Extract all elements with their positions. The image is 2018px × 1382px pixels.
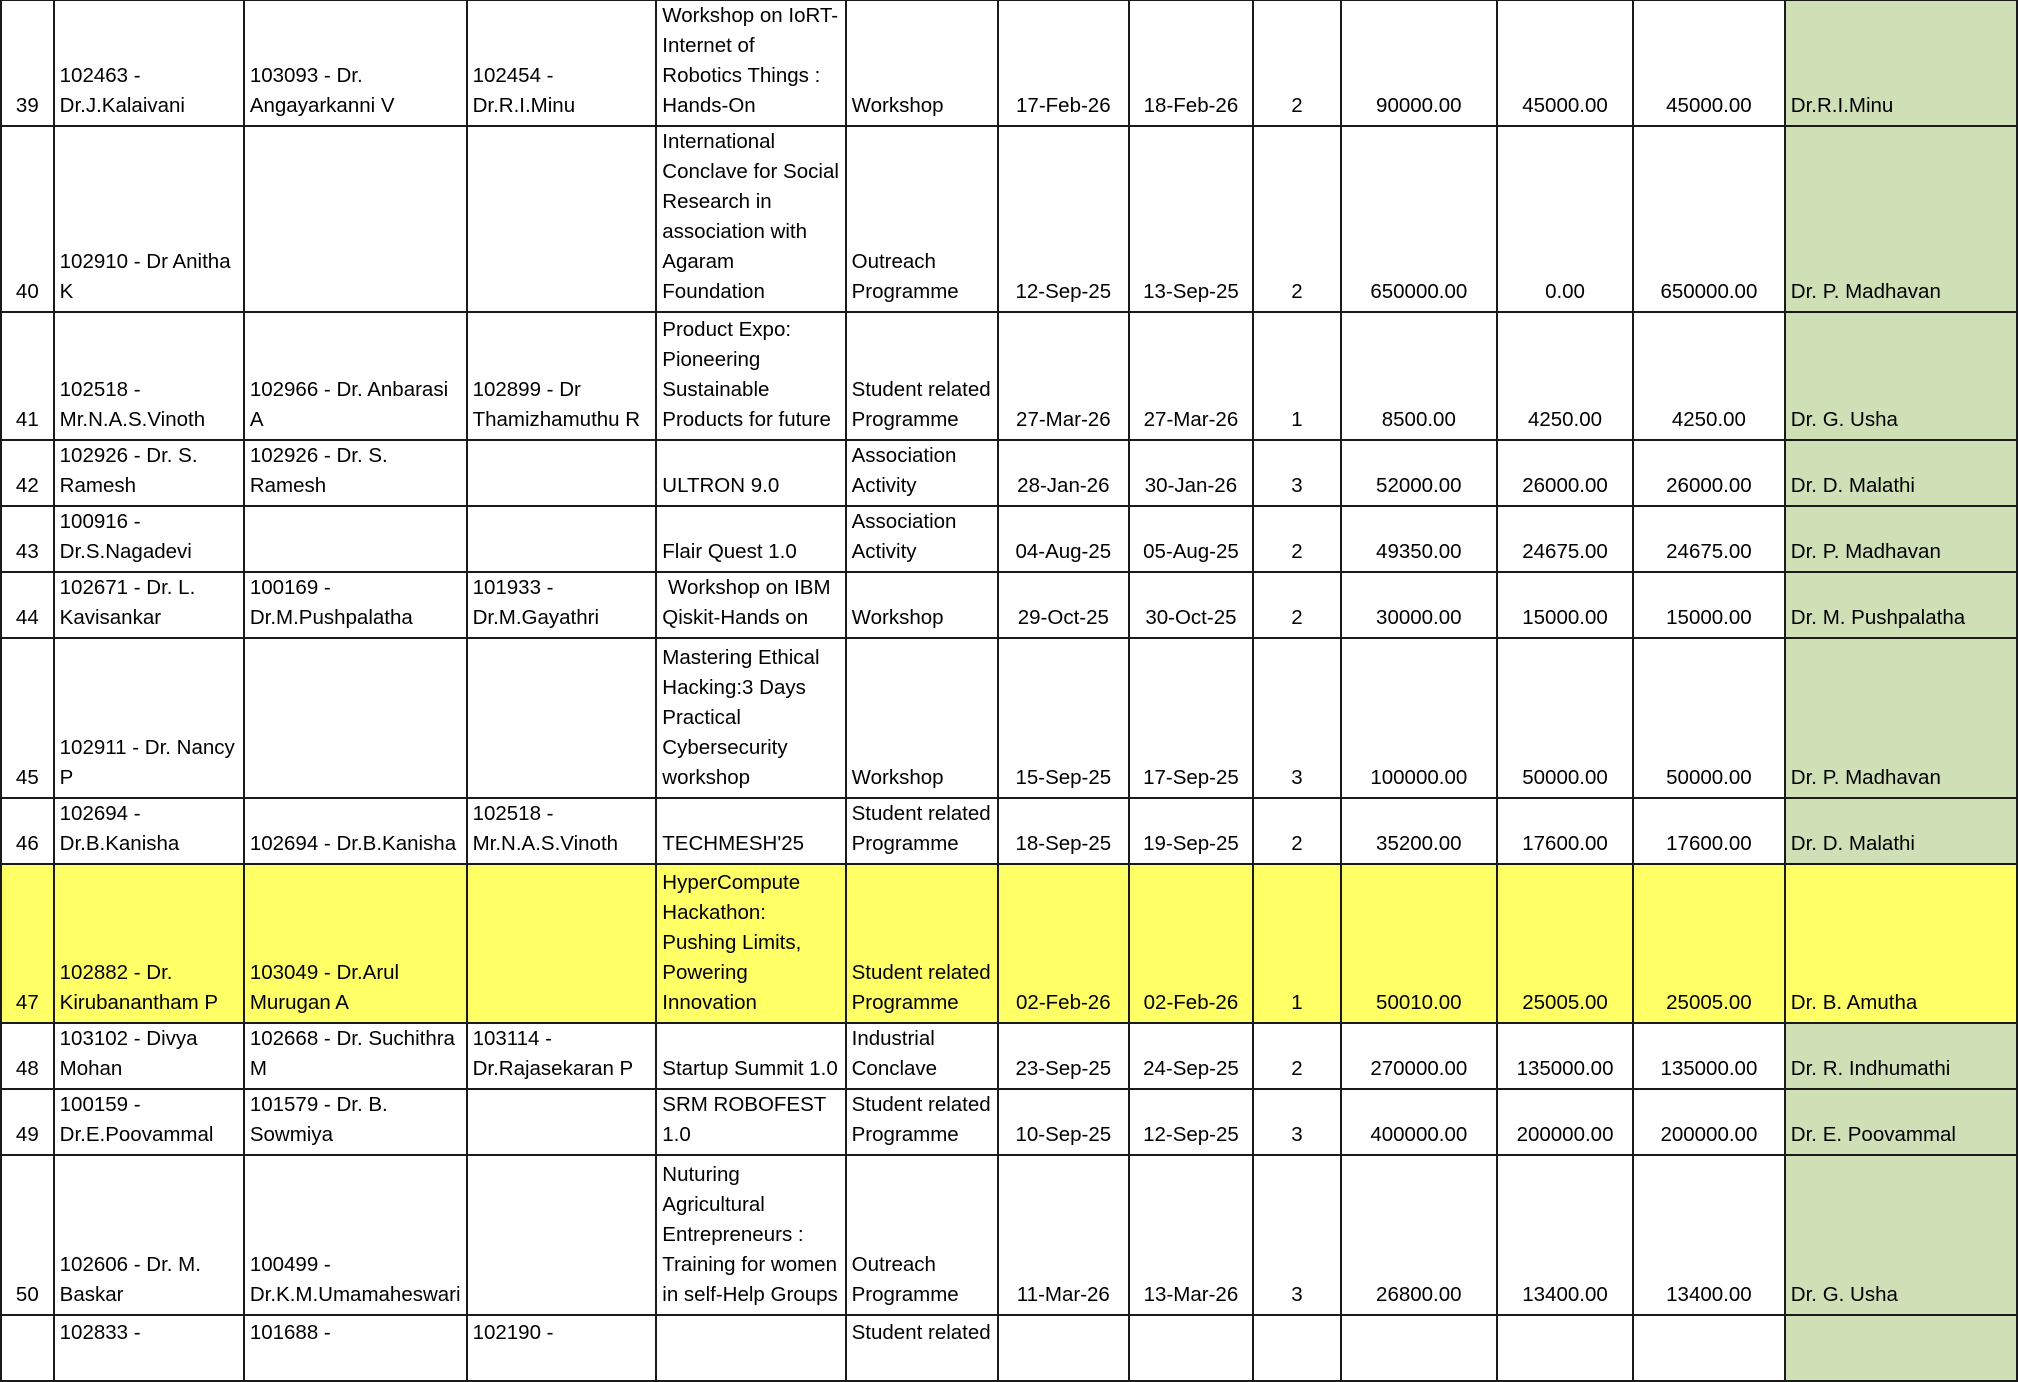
cell-share-amount-2[interactable]: 17600.00 bbox=[1633, 798, 1785, 864]
cell-duration-days[interactable]: 2 bbox=[1253, 126, 1340, 312]
cell-share-amount-2[interactable]: 45000.00 bbox=[1633, 0, 1785, 126]
cell-start-date[interactable]: 27-Mar-26 bbox=[998, 312, 1128, 440]
cell-start-date[interactable]: 10-Sep-25 bbox=[998, 1089, 1128, 1155]
cell-start-date[interactable]: 02-Feb-26 bbox=[998, 864, 1128, 1023]
cell-coordinator-3[interactable]: 101933 - Dr.M.Gayathri bbox=[467, 572, 657, 638]
cell-coordinator-3[interactable] bbox=[467, 638, 657, 798]
cell-event-title[interactable]: Mastering Ethical Hacking:3 Days Practical Cybersecurity workshop bbox=[656, 638, 845, 798]
cell-end-date[interactable] bbox=[1129, 1315, 1254, 1381]
table-row bbox=[1, 312, 2017, 440]
cell-share-amount-1[interactable]: 45000.00 bbox=[1497, 0, 1633, 126]
cell-total-amount[interactable]: 400000.00 bbox=[1341, 1089, 1497, 1155]
cell-end-date[interactable]: 27-Mar-26 bbox=[1129, 312, 1254, 440]
cell-event-category[interactable]: Outreach Programme bbox=[846, 126, 999, 312]
cell-share-amount-2[interactable]: 50000.00 bbox=[1633, 638, 1785, 798]
cell-coordinator-2[interactable]: 103049 - Dr.Arul Murugan A bbox=[244, 864, 467, 1023]
cell-coordinator-1[interactable]: 102833 - bbox=[54, 1315, 244, 1381]
cell-event-title[interactable]: Workshop on IBM Qiskit-Hands on bbox=[656, 572, 845, 638]
cell-coordinator-2[interactable]: 102926 - Dr. S. Ramesh bbox=[244, 440, 467, 506]
cell-row-number[interactable]: 46 bbox=[1, 798, 54, 864]
cell-total-amount[interactable]: 650000.00 bbox=[1341, 126, 1497, 312]
cell-duration-days[interactable]: 2 bbox=[1253, 506, 1340, 572]
cell-share-amount-2[interactable]: 4250.00 bbox=[1633, 312, 1785, 440]
cell-share-amount-1[interactable]: 50000.00 bbox=[1497, 638, 1633, 798]
cell-event-title[interactable]: Flair Quest 1.0 bbox=[656, 506, 845, 572]
cell-start-date[interactable]: 17-Feb-26 bbox=[998, 0, 1128, 126]
cell-duration-days[interactable] bbox=[1253, 1315, 1340, 1381]
cell-total-amount[interactable]: 30000.00 bbox=[1341, 572, 1497, 638]
cell-coordinator-2[interactable]: 101579 - Dr. B. Sowmiya bbox=[244, 1089, 467, 1155]
cell-row-number[interactable]: 39 bbox=[1, 0, 54, 126]
table-row bbox=[1, 1315, 2017, 1381]
table-row bbox=[1, 1023, 2017, 1089]
cell-share-amount-2[interactable]: 26000.00 bbox=[1633, 440, 1785, 506]
cell-share-amount-2[interactable]: 25005.00 bbox=[1633, 864, 1785, 1023]
cell-coordinator-1[interactable]: 102910 - Dr Anitha K bbox=[54, 126, 244, 312]
table-row bbox=[1, 506, 2017, 572]
cell-share-amount-2[interactable]: 24675.00 bbox=[1633, 506, 1785, 572]
cell-coordinator-3[interactable] bbox=[467, 1155, 657, 1315]
cell-coordinator-3[interactable]: 103114 - Dr.Rajasekaran P bbox=[467, 1023, 657, 1089]
cell-coordinator-2[interactable]: 100499 - Dr.K.M.Umamaheswari bbox=[244, 1155, 467, 1315]
cell-total-amount[interactable]: 50010.00 bbox=[1341, 864, 1497, 1023]
cell-share-amount-2[interactable] bbox=[1633, 1315, 1785, 1381]
cell-duration-days[interactable]: 3 bbox=[1253, 638, 1340, 798]
cell-end-date[interactable]: 19-Sep-25 bbox=[1129, 798, 1254, 864]
cell-share-amount-2[interactable]: 13400.00 bbox=[1633, 1155, 1785, 1315]
cell-coordinator-1[interactable]: 102882 - Dr. Kirubanantham P bbox=[54, 864, 244, 1023]
cell-row-number[interactable]: 48 bbox=[1, 1023, 54, 1089]
cell-event-title[interactable]: TECHMESH'25 bbox=[656, 798, 845, 864]
cell-row-number[interactable]: 49 bbox=[1, 1089, 54, 1155]
cell-coordinator-2[interactable]: 100169 - Dr.M.Pushpalatha bbox=[244, 572, 467, 638]
cell-approver[interactable]: Dr.R.I.Minu bbox=[1785, 0, 2017, 126]
cell-start-date[interactable]: 11-Mar-26 bbox=[998, 1155, 1128, 1315]
cell-approver[interactable]: Dr. G. Usha bbox=[1785, 312, 2017, 440]
cell-event-category[interactable]: Industrial Conclave bbox=[846, 1023, 999, 1089]
cell-end-date[interactable]: 24-Sep-25 bbox=[1129, 1023, 1254, 1089]
cell-event-title[interactable]: Workshop on IoRT-Internet of Robotics Things : Hands-On bbox=[656, 0, 845, 126]
cell-coordinator-3[interactable] bbox=[467, 1089, 657, 1155]
cell-end-date[interactable]: 18-Feb-26 bbox=[1129, 0, 1254, 126]
cell-event-category[interactable]: Outreach Programme bbox=[846, 1155, 999, 1315]
cell-end-date[interactable]: 12-Sep-25 bbox=[1129, 1089, 1254, 1155]
cell-share-amount-2[interactable]: 650000.00 bbox=[1633, 126, 1785, 312]
cell-approver[interactable]: Dr. B. Amutha bbox=[1785, 864, 2017, 1023]
cell-share-amount-1[interactable]: 25005.00 bbox=[1497, 864, 1633, 1023]
cell-coordinator-3[interactable]: 102899 - Dr Thamizhamuthu R bbox=[467, 312, 657, 440]
cell-coordinator-1[interactable]: 102606 - Dr. M. Baskar bbox=[54, 1155, 244, 1315]
cell-end-date[interactable]: 13-Sep-25 bbox=[1129, 126, 1254, 312]
cell-event-category[interactable]: Workshop bbox=[846, 0, 999, 126]
cell-start-date[interactable]: 29-Oct-25 bbox=[998, 572, 1128, 638]
cell-approver[interactable]: Dr. E. Poovammal bbox=[1785, 1089, 2017, 1155]
cell-share-amount-1[interactable]: 17600.00 bbox=[1497, 798, 1633, 864]
cell-event-title[interactable]: International Conclave for Social Research in association with Agaram Foundation bbox=[656, 126, 845, 312]
cell-total-amount[interactable] bbox=[1341, 1315, 1497, 1381]
cell-event-category[interactable]: Association Activity bbox=[846, 440, 999, 506]
cell-coordinator-3[interactable] bbox=[467, 126, 657, 312]
cell-row-number[interactable]: 47 bbox=[1, 864, 54, 1023]
table-row bbox=[1, 864, 2017, 1023]
cell-duration-days[interactable]: 3 bbox=[1253, 440, 1340, 506]
cell-start-date[interactable]: 15-Sep-25 bbox=[998, 638, 1128, 798]
cell-duration-days[interactable]: 3 bbox=[1253, 1155, 1340, 1315]
cell-row-number[interactable]: 43 bbox=[1, 506, 54, 572]
cell-start-date[interactable] bbox=[998, 1315, 1128, 1381]
cell-duration-days[interactable]: 2 bbox=[1253, 1023, 1340, 1089]
cell-row-number[interactable]: 45 bbox=[1, 638, 54, 798]
cell-coordinator-1[interactable]: 102926 - Dr. S. Ramesh bbox=[54, 440, 244, 506]
cell-approver[interactable]: Dr. M. Pushpalatha bbox=[1785, 572, 2017, 638]
cell-coordinator-2[interactable]: 101688 - bbox=[244, 1315, 467, 1381]
cell-coordinator-3[interactable]: 102454 - Dr.R.I.Minu bbox=[467, 0, 657, 126]
cell-coordinator-3[interactable]: 102190 - bbox=[467, 1315, 657, 1381]
cell-share-amount-1[interactable]: 26000.00 bbox=[1497, 440, 1633, 506]
cell-total-amount[interactable]: 49350.00 bbox=[1341, 506, 1497, 572]
table-row bbox=[1, 572, 2017, 638]
cell-share-amount-1[interactable]: 15000.00 bbox=[1497, 572, 1633, 638]
table-row bbox=[1, 126, 2017, 312]
cell-duration-days[interactable]: 3 bbox=[1253, 1089, 1340, 1155]
cell-row-number[interactable]: 42 bbox=[1, 440, 54, 506]
cell-coordinator-1[interactable]: 102671 - Dr. L. Kavisankar bbox=[54, 572, 244, 638]
cell-total-amount[interactable]: 52000.00 bbox=[1341, 440, 1497, 506]
cell-total-amount[interactable]: 270000.00 bbox=[1341, 1023, 1497, 1089]
cell-end-date[interactable]: 02-Feb-26 bbox=[1129, 864, 1254, 1023]
cell-total-amount[interactable]: 8500.00 bbox=[1341, 312, 1497, 440]
cell-coordinator-2[interactable] bbox=[244, 506, 467, 572]
cell-start-date[interactable]: 18-Sep-25 bbox=[998, 798, 1128, 864]
cell-approver[interactable]: Dr. P. Madhavan bbox=[1785, 638, 2017, 798]
cell-share-amount-2[interactable]: 15000.00 bbox=[1633, 572, 1785, 638]
cell-coordinator-1[interactable]: 100916 - Dr.S.Nagadevi bbox=[54, 506, 244, 572]
cell-start-date[interactable]: 04-Aug-25 bbox=[998, 506, 1128, 572]
cell-event-title[interactable]: Nuturing Agricultural Entrepreneurs : Training for women in self-Help Groups bbox=[656, 1155, 845, 1315]
cell-coordinator-3[interactable] bbox=[467, 440, 657, 506]
cell-start-date[interactable]: 28-Jan-26 bbox=[998, 440, 1128, 506]
cell-event-category[interactable]: Student related bbox=[846, 1315, 999, 1381]
cell-total-amount[interactable]: 100000.00 bbox=[1341, 638, 1497, 798]
cell-event-category[interactable]: Workshop bbox=[846, 638, 999, 798]
cell-approver[interactable]: Dr. R. Indhumathi bbox=[1785, 1023, 2017, 1089]
cell-approver[interactable]: Dr. G. Usha bbox=[1785, 1155, 2017, 1315]
cell-share-amount-1[interactable] bbox=[1497, 1315, 1633, 1381]
cell-row-number[interactable]: 50 bbox=[1, 1155, 54, 1315]
cell-end-date[interactable]: 05-Aug-25 bbox=[1129, 506, 1254, 572]
cell-coordinator-3[interactable] bbox=[467, 864, 657, 1023]
cell-coordinator-3[interactable] bbox=[467, 506, 657, 572]
cell-duration-days[interactable]: 1 bbox=[1253, 864, 1340, 1023]
cell-share-amount-1[interactable]: 135000.00 bbox=[1497, 1023, 1633, 1089]
cell-end-date[interactable]: 17-Sep-25 bbox=[1129, 638, 1254, 798]
cell-approver[interactable]: Dr. D. Malathi bbox=[1785, 440, 2017, 506]
table-row bbox=[1, 440, 2017, 506]
cell-row-number[interactable]: 44 bbox=[1, 572, 54, 638]
cell-coordinator-1[interactable]: 100159 - Dr.E.Poovammal bbox=[54, 1089, 244, 1155]
cell-event-category[interactable]: Student related Programme bbox=[846, 864, 999, 1023]
cell-coordinator-2[interactable] bbox=[244, 126, 467, 312]
table-row bbox=[1, 638, 2017, 798]
cell-event-title[interactable]: HyperCompute Hackathon: Pushing Limits, Powering Innovation bbox=[656, 864, 845, 1023]
cell-coordinator-3[interactable]: 102518 - Mr.N.A.S.Vinoth bbox=[467, 798, 657, 864]
cell-event-category[interactable]: Student related Programme bbox=[846, 312, 999, 440]
cell-end-date[interactable]: 30-Oct-25 bbox=[1129, 572, 1254, 638]
cell-coordinator-1[interactable]: 103102 - Divya Mohan bbox=[54, 1023, 244, 1089]
cell-duration-days[interactable]: 1 bbox=[1253, 312, 1340, 440]
cell-start-date[interactable]: 23-Sep-25 bbox=[998, 1023, 1128, 1089]
cell-total-amount[interactable]: 26800.00 bbox=[1341, 1155, 1497, 1315]
cell-row-number[interactable]: 40 bbox=[1, 126, 54, 312]
cell-coordinator-1[interactable]: 102694 - Dr.B.Kanisha bbox=[54, 798, 244, 864]
cell-share-amount-2[interactable]: 135000.00 bbox=[1633, 1023, 1785, 1089]
cell-event-category[interactable]: Workshop bbox=[846, 572, 999, 638]
cell-coordinator-2[interactable] bbox=[244, 638, 467, 798]
cell-duration-days[interactable]: 2 bbox=[1253, 0, 1340, 126]
cell-share-amount-1[interactable]: 0.00 bbox=[1497, 126, 1633, 312]
cell-end-date[interactable]: 13-Mar-26 bbox=[1129, 1155, 1254, 1315]
cell-coordinator-2[interactable]: 102694 - Dr.B.Kanisha bbox=[244, 798, 467, 864]
cell-event-title[interactable]: ULTRON 9.0 bbox=[656, 440, 845, 506]
cell-start-date[interactable]: 12-Sep-25 bbox=[998, 126, 1128, 312]
cell-total-amount[interactable]: 35200.00 bbox=[1341, 798, 1497, 864]
cell-total-amount[interactable]: 90000.00 bbox=[1341, 0, 1497, 126]
table-row bbox=[1, 1155, 2017, 1315]
cell-coordinator-1[interactable]: 102518 - Mr.N.A.S.Vinoth bbox=[54, 312, 244, 440]
table-row bbox=[1, 798, 2017, 864]
cell-event-category[interactable]: Student related Programme bbox=[846, 798, 999, 864]
cell-row-number[interactable]: 41 bbox=[1, 312, 54, 440]
cell-share-amount-1[interactable]: 13400.00 bbox=[1497, 1155, 1633, 1315]
cell-share-amount-1[interactable]: 200000.00 bbox=[1497, 1089, 1633, 1155]
cell-approver[interactable] bbox=[1785, 1315, 2017, 1381]
cell-event-category[interactable]: Association Activity bbox=[846, 506, 999, 572]
table-row bbox=[1, 1089, 2017, 1155]
cell-coordinator-2[interactable]: 103093 - Dr. Angayarkanni V bbox=[244, 0, 467, 126]
cell-event-title[interactable]: Startup Summit 1.0 bbox=[656, 1023, 845, 1089]
cell-share-amount-1[interactable]: 4250.00 bbox=[1497, 312, 1633, 440]
cell-approver[interactable]: Dr. P. Madhavan bbox=[1785, 126, 2017, 312]
cell-row-number[interactable] bbox=[1, 1315, 54, 1381]
cell-end-date[interactable]: 30-Jan-26 bbox=[1129, 440, 1254, 506]
cell-duration-days[interactable]: 2 bbox=[1253, 798, 1340, 864]
cell-duration-days[interactable]: 2 bbox=[1253, 572, 1340, 638]
cell-coordinator-1[interactable]: 102463 - Dr.J.Kalaivani bbox=[54, 0, 244, 126]
cell-share-amount-1[interactable]: 24675.00 bbox=[1497, 506, 1633, 572]
cell-event-title[interactable]: Product Expo: Pioneering Sustainable Products for future bbox=[656, 312, 845, 440]
cell-event-title[interactable]: SRM ROBOFEST 1.0 bbox=[656, 1089, 845, 1155]
cell-approver[interactable]: Dr. D. Malathi bbox=[1785, 798, 2017, 864]
cell-event-category[interactable]: Student related Programme bbox=[846, 1089, 999, 1155]
cell-event-title[interactable] bbox=[656, 1315, 845, 1381]
cell-share-amount-2[interactable]: 200000.00 bbox=[1633, 1089, 1785, 1155]
cell-approver[interactable]: Dr. P. Madhavan bbox=[1785, 506, 2017, 572]
table-row bbox=[1, 0, 2017, 126]
cell-coordinator-1[interactable]: 102911 - Dr. Nancy P bbox=[54, 638, 244, 798]
cell-coordinator-2[interactable]: 102668 - Dr. Suchithra M bbox=[244, 1023, 467, 1089]
cell-coordinator-2[interactable]: 102966 - Dr. Anbarasi A bbox=[244, 312, 467, 440]
